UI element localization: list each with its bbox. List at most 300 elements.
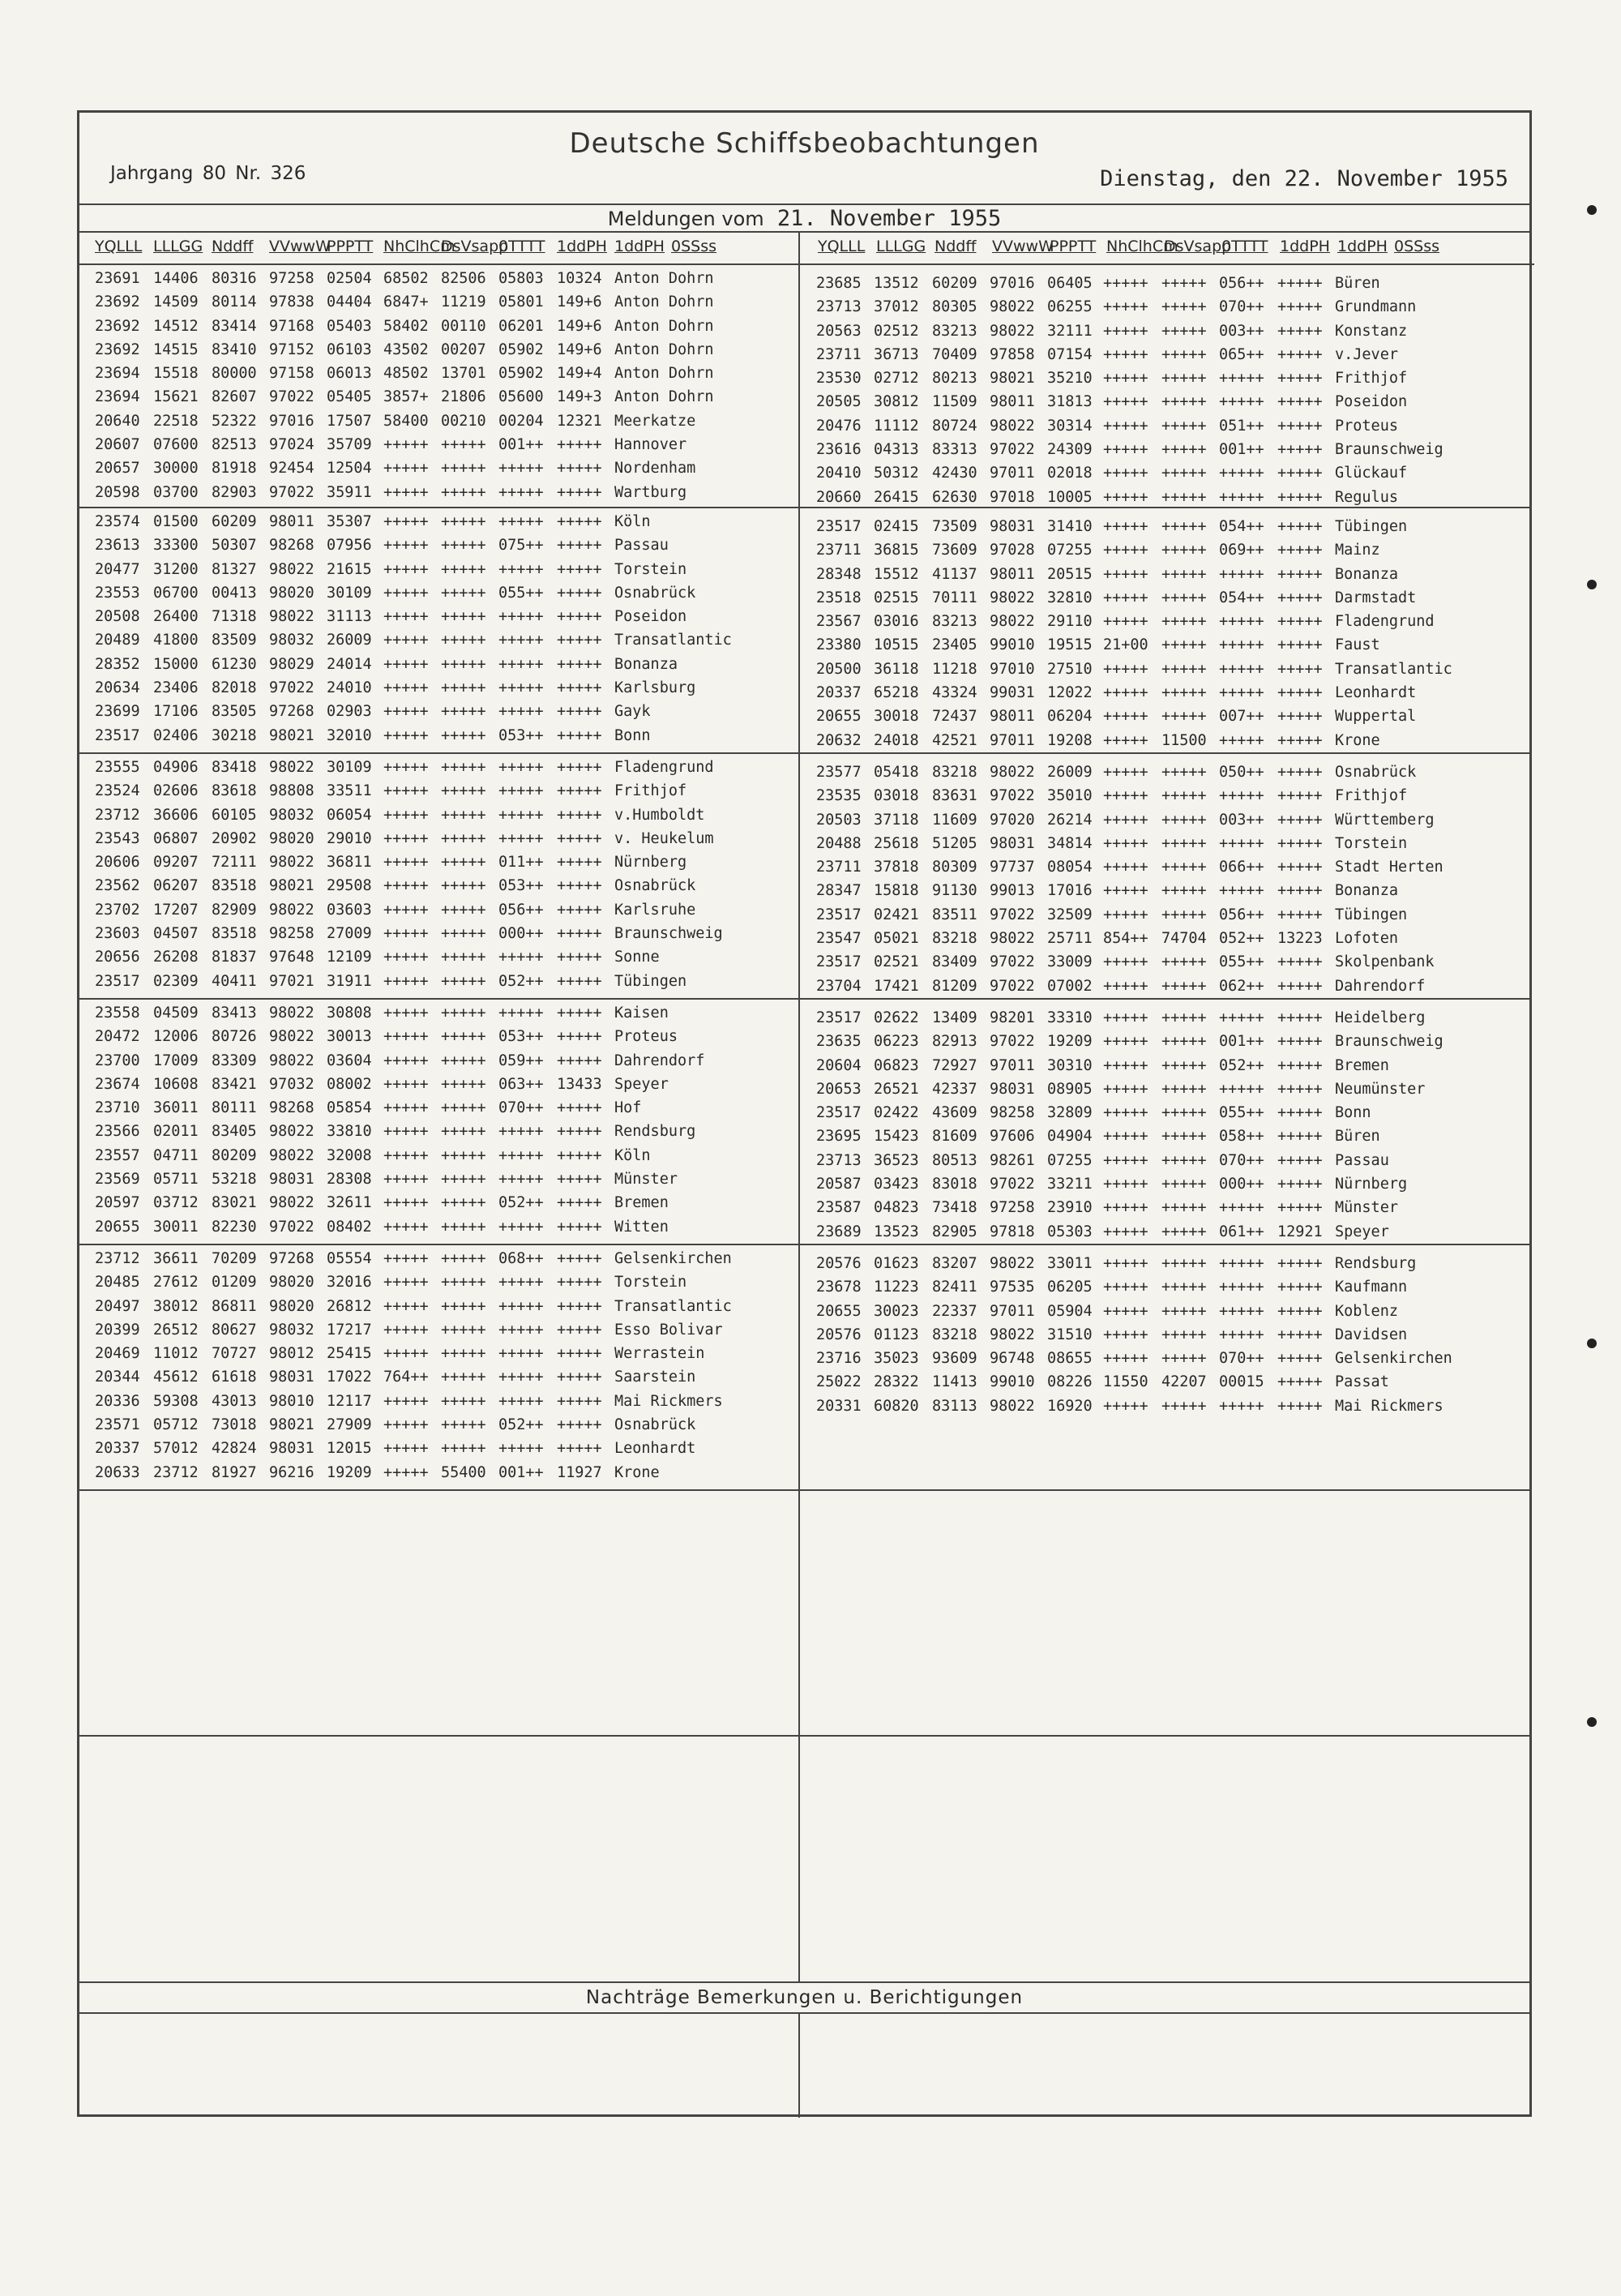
code-group: 80724 <box>932 417 977 435</box>
code-group: 20344 <box>95 1369 140 1386</box>
observation-row <box>800 1300 1513 1323</box>
code-group: +++++ <box>557 1194 602 1212</box>
code-group: 23702 <box>95 901 140 919</box>
code-group: +++++ <box>1161 906 1207 923</box>
code-group: +++++ <box>441 513 486 530</box>
code-group: 11509 <box>932 393 977 411</box>
code-group: +++++ <box>383 1146 429 1164</box>
code-group: 80114 <box>212 293 257 311</box>
observation-row <box>79 605 793 628</box>
observation-row <box>800 1149 1513 1172</box>
code-group: 23711 <box>816 542 862 559</box>
code-group: 98020 <box>269 1297 314 1315</box>
ship-name: Köln <box>614 1146 651 1164</box>
code-group: 070++ <box>1219 1350 1264 1368</box>
code-group: 70409 <box>932 345 977 363</box>
code-group: 74704 <box>1161 930 1207 948</box>
code-group: 97021 <box>269 972 314 990</box>
ship-name: Frithjof <box>614 782 687 800</box>
ship-name: Konstanz <box>1335 322 1408 340</box>
code-group: 32010 <box>327 726 372 744</box>
code-group: 15512 <box>874 565 919 583</box>
code-group: +++++ <box>441 1123 486 1141</box>
code-group: 98022 <box>990 930 1035 948</box>
code-group: 12022 <box>1047 684 1093 702</box>
code-group: +++++ <box>1161 441 1207 459</box>
code-group: 07600 <box>153 436 199 454</box>
code-group: +++++ <box>383 972 429 990</box>
code-group: 97022 <box>990 977 1035 995</box>
ship-name: Speyer <box>614 1075 669 1093</box>
code-group: 23530 <box>816 370 862 388</box>
code-group: 20399 <box>95 1321 140 1339</box>
code-group: 04507 <box>153 925 199 943</box>
code-group: 23713 <box>816 298 862 316</box>
code-group: 15423 <box>874 1128 919 1146</box>
code-group: 33009 <box>1047 953 1093 971</box>
observation-row <box>79 779 793 803</box>
observation-row <box>800 832 1513 855</box>
observation-row <box>800 903 1513 927</box>
code-group: 04711 <box>153 1146 199 1164</box>
observation-row <box>79 676 793 700</box>
code-group: +++++ <box>441 1075 486 1093</box>
ship-name: Poseidon <box>614 608 687 626</box>
code-group: 29508 <box>327 877 372 895</box>
code-group: +++++ <box>1103 1223 1148 1240</box>
code-group: +++++ <box>383 1028 429 1046</box>
code-group: 20653 <box>816 1080 862 1098</box>
code-group: 98022 <box>269 608 314 626</box>
code-group: 97011 <box>990 1056 1035 1074</box>
code-group: 27909 <box>327 1416 372 1434</box>
code-group: 62630 <box>932 488 977 506</box>
code-group: +++++ <box>383 560 429 578</box>
code-group: 80309 <box>932 859 977 876</box>
code-group: +++++ <box>1103 488 1148 506</box>
ship-name: Passau <box>614 537 669 555</box>
code-group: 82905 <box>932 1223 977 1240</box>
code-group: 23562 <box>95 877 140 895</box>
code-group: +++++ <box>1103 859 1148 876</box>
code-group: 23569 <box>95 1171 140 1189</box>
column-header: NhClhCm <box>383 238 456 255</box>
code-group: 23558 <box>95 1004 140 1022</box>
code-group: +++++ <box>1103 1302 1148 1320</box>
code-group: 83631 <box>932 787 977 805</box>
code-group: 98031 <box>990 834 1035 852</box>
code-group: 03016 <box>874 613 919 631</box>
code-group: +++++ <box>1277 1397 1323 1415</box>
code-group: 06223 <box>874 1033 919 1051</box>
code-group: 97022 <box>269 679 314 697</box>
code-group: 25415 <box>327 1345 372 1363</box>
code-group: 054++ <box>1219 589 1264 606</box>
code-group: 23517 <box>816 906 862 923</box>
code-group: 35210 <box>1047 370 1093 388</box>
code-group: +++++ <box>383 877 429 895</box>
code-group: 70727 <box>212 1345 257 1363</box>
code-group: +++++ <box>1219 393 1264 411</box>
code-group: +++++ <box>1103 518 1148 535</box>
code-group: +++++ <box>1161 275 1207 292</box>
code-group: 10515 <box>874 636 919 654</box>
code-group: +++++ <box>1161 859 1207 876</box>
code-group: 20606 <box>95 854 140 872</box>
code-group: +++++ <box>1277 542 1323 559</box>
observation-row <box>800 390 1513 413</box>
code-group: 80513 <box>932 1151 977 1169</box>
bulletin-sheet <box>77 110 1532 2117</box>
code-group: 001++ <box>1219 1033 1264 1051</box>
code-group: +++++ <box>1277 811 1323 829</box>
observation-row <box>800 295 1513 319</box>
code-group: +++++ <box>1103 322 1148 340</box>
code-group: 052++ <box>498 1194 544 1212</box>
code-group: 97168 <box>269 317 314 335</box>
code-group: 60209 <box>932 275 977 292</box>
code-group: +++++ <box>441 1052 486 1069</box>
code-group: 99013 <box>990 882 1035 900</box>
column-header: Nddff <box>212 238 254 255</box>
code-group: 02521 <box>874 953 919 971</box>
code-group: +++++ <box>1277 859 1323 876</box>
code-group: 02606 <box>153 782 199 800</box>
code-group: 97268 <box>269 703 314 721</box>
code-group: +++++ <box>1277 275 1323 292</box>
code-group: 20337 <box>95 1440 140 1458</box>
code-group: 23577 <box>816 764 862 781</box>
observation-row <box>79 803 793 827</box>
code-group: 001++ <box>498 436 544 454</box>
code-group: 14512 <box>153 317 199 335</box>
code-group: 23692 <box>95 293 140 311</box>
code-group: +++++ <box>383 1194 429 1212</box>
code-group: 98020 <box>269 584 314 602</box>
code-group: 23710 <box>95 1099 140 1117</box>
code-group: 02712 <box>874 370 919 388</box>
code-group: 98258 <box>990 1104 1035 1122</box>
code-group: 26400 <box>153 608 199 626</box>
code-group: +++++ <box>498 759 544 776</box>
code-group: 97258 <box>269 270 314 287</box>
ship-name: Büren <box>1335 1128 1380 1146</box>
bulletin-header <box>79 113 1529 203</box>
code-group: +++++ <box>1219 370 1264 388</box>
code-group: +++++ <box>557 759 602 776</box>
code-group: 15518 <box>153 365 199 383</box>
code-group: 42430 <box>932 465 977 482</box>
nr-label: Nr. <box>235 163 262 184</box>
code-group: 50312 <box>874 465 919 482</box>
code-group: 98012 <box>269 1345 314 1363</box>
code-group: +++++ <box>1277 589 1323 606</box>
code-group: 17507 <box>327 412 372 430</box>
code-group: 23910 <box>1047 1199 1093 1217</box>
code-group: +++++ <box>383 949 429 966</box>
code-group: 20505 <box>816 393 862 411</box>
code-group: 97022 <box>990 787 1035 805</box>
code-group: 20597 <box>95 1194 140 1212</box>
issue-date: Dienstag, den 22. November 1955 <box>1100 166 1508 191</box>
code-group: 14406 <box>153 270 199 287</box>
code-group: +++++ <box>557 655 602 673</box>
jahrgang-label: Jahrgang <box>110 163 194 184</box>
column-header: Nddff <box>935 238 977 255</box>
code-group: 98031 <box>269 1440 314 1458</box>
code-group: +++++ <box>557 1099 602 1117</box>
code-group: +++++ <box>1161 1009 1207 1026</box>
code-group: +++++ <box>1277 518 1323 535</box>
code-group: +++++ <box>383 1440 429 1458</box>
code-group: 51205 <box>932 834 977 852</box>
code-group: 83313 <box>932 441 977 459</box>
ship-name: Karlsburg <box>614 679 696 697</box>
code-group: 72111 <box>212 854 257 872</box>
ship-name: Passat <box>1335 1373 1389 1391</box>
code-group: 81209 <box>932 977 977 995</box>
observation-row <box>800 1196 1513 1219</box>
code-group: +++++ <box>441 537 486 555</box>
observation-row <box>79 362 793 385</box>
code-group: +++++ <box>1277 1373 1323 1391</box>
code-group: 83218 <box>932 764 977 781</box>
code-group: 03603 <box>327 901 372 919</box>
ship-name: Kaufmann <box>1335 1279 1408 1296</box>
code-group: +++++ <box>557 436 602 454</box>
code-group: 97258 <box>990 1199 1035 1217</box>
code-group: +++++ <box>498 1146 544 1164</box>
code-group: +++++ <box>1161 1223 1207 1240</box>
code-group: +++++ <box>1161 1199 1207 1217</box>
code-group: 26009 <box>1047 764 1093 781</box>
observation-row <box>800 438 1513 461</box>
code-group: 24018 <box>874 731 919 749</box>
code-group: 72437 <box>932 708 977 726</box>
code-group: 19515 <box>1047 636 1093 654</box>
code-group: 83218 <box>932 930 977 948</box>
code-group: 92454 <box>269 460 314 478</box>
code-group: 11500 <box>1161 731 1207 749</box>
code-group: 31113 <box>327 608 372 626</box>
code-group: 98021 <box>269 1416 314 1434</box>
code-group: 35023 <box>874 1350 919 1368</box>
code-group: +++++ <box>1103 1279 1148 1296</box>
observation-row <box>800 975 1513 998</box>
code-group: 003++ <box>1219 811 1264 829</box>
observation-row <box>79 1247 793 1270</box>
code-group: 23543 <box>95 829 140 847</box>
observation-row <box>800 1370 1513 1394</box>
code-group: 17009 <box>153 1052 199 1069</box>
observation-row <box>79 1215 793 1239</box>
code-group: +++++ <box>1161 1279 1207 1296</box>
code-group: 36815 <box>874 542 919 559</box>
code-group: 00110 <box>441 317 486 335</box>
ship-name: Bonanza <box>1335 882 1398 900</box>
code-group: 23689 <box>816 1223 862 1240</box>
code-group: 35307 <box>327 513 372 530</box>
code-group: 65218 <box>874 684 919 702</box>
code-group: 42824 <box>212 1440 257 1458</box>
code-group: 07255 <box>1047 542 1093 559</box>
code-group: 20660 <box>816 488 862 506</box>
code-group: +++++ <box>557 1146 602 1164</box>
punch-hole <box>1587 205 1597 215</box>
code-group: 149+6 <box>557 317 602 335</box>
column-header: 1ddPH <box>1280 238 1330 255</box>
code-group: +++++ <box>1103 1033 1148 1051</box>
code-group: 053++ <box>498 877 544 895</box>
code-group: +++++ <box>1277 370 1323 388</box>
code-group: 12015 <box>327 1440 372 1458</box>
code-group: 23711 <box>816 859 862 876</box>
code-group: +++++ <box>1219 834 1264 852</box>
code-group: 99010 <box>990 1373 1035 1391</box>
code-group: 98022 <box>269 854 314 872</box>
code-group: 82607 <box>212 388 257 406</box>
code-group: 70111 <box>932 589 977 606</box>
code-group: 97535 <box>990 1279 1035 1296</box>
code-group: +++++ <box>557 1274 602 1292</box>
code-group: 23517 <box>816 1009 862 1026</box>
code-group: 31510 <box>1047 1326 1093 1343</box>
code-group: +++++ <box>1277 1128 1323 1146</box>
code-group: 23694 <box>95 388 140 406</box>
observation-row <box>79 827 793 850</box>
code-group: 05902 <box>498 365 544 383</box>
code-group: +++++ <box>1103 370 1148 388</box>
code-group: 97022 <box>990 1176 1035 1193</box>
column-header: 1ddPH <box>614 238 665 255</box>
code-group: +++++ <box>383 1250 429 1267</box>
code-group: +++++ <box>1103 708 1148 726</box>
code-group: +++++ <box>1277 1104 1323 1122</box>
code-group: +++++ <box>383 537 429 555</box>
code-group: 05405 <box>327 388 372 406</box>
code-group: 20472 <box>95 1028 140 1046</box>
code-group: 36611 <box>153 1250 199 1267</box>
code-group: 98261 <box>990 1151 1035 1169</box>
code-group: +++++ <box>498 513 544 530</box>
observation-row <box>800 563 1513 586</box>
code-group: +++++ <box>1161 417 1207 435</box>
ship-name: Regulus <box>1335 488 1398 506</box>
code-group: +++++ <box>1161 565 1207 583</box>
observation-row <box>800 1172 1513 1196</box>
code-group: +++++ <box>1161 660 1207 678</box>
code-group: 06807 <box>153 829 199 847</box>
code-group: 055++ <box>1219 953 1264 971</box>
observation-row <box>79 653 793 676</box>
ship-name: Sonne <box>614 949 660 966</box>
ship-name: Württemberg <box>1335 811 1435 829</box>
code-group: +++++ <box>383 1345 429 1363</box>
code-group: 98031 <box>269 1171 314 1189</box>
code-group: 20657 <box>95 460 140 478</box>
code-group: +++++ <box>1219 565 1264 583</box>
code-group: 00207 <box>441 341 486 358</box>
code-group: 23712 <box>95 1250 140 1267</box>
code-group: +++++ <box>1277 834 1323 852</box>
ship-name: Tübingen <box>1335 518 1408 535</box>
code-group: +++++ <box>1161 298 1207 316</box>
code-group: +++++ <box>557 483 602 501</box>
observation-row <box>800 729 1513 752</box>
code-group: 83414 <box>212 317 257 335</box>
code-group: 11609 <box>932 811 977 829</box>
code-group: +++++ <box>1277 417 1323 435</box>
code-group: 72927 <box>932 1056 977 1074</box>
code-group: +++++ <box>498 1218 544 1236</box>
code-group: 011++ <box>498 854 544 872</box>
code-group: +++++ <box>1161 708 1207 726</box>
code-group: +++++ <box>1277 1009 1323 1026</box>
code-group: 059++ <box>498 1052 544 1069</box>
ship-name: Bremen <box>1335 1056 1389 1074</box>
observation-row <box>79 945 793 969</box>
code-group: 05904 <box>1047 1302 1093 1320</box>
observation-row <box>79 1025 793 1048</box>
code-group: 23713 <box>816 1151 862 1169</box>
code-group: 30812 <box>874 393 919 411</box>
code-group: +++++ <box>1161 542 1207 559</box>
code-group: 97022 <box>269 1218 314 1236</box>
observation-row <box>800 1394 1513 1418</box>
code-group: +++++ <box>1219 684 1264 702</box>
code-group: +++++ <box>1161 684 1207 702</box>
code-group: 10005 <box>1047 488 1093 506</box>
code-group: +++++ <box>1277 882 1323 900</box>
code-group: 06207 <box>153 877 199 895</box>
right-report-group <box>800 272 1513 509</box>
code-group: +++++ <box>1277 1033 1323 1051</box>
code-group: +++++ <box>441 703 486 721</box>
code-group: 31200 <box>153 560 199 578</box>
ship-name: Dahrendorf <box>614 1052 705 1069</box>
code-group: 23613 <box>95 537 140 555</box>
code-group: 03423 <box>874 1176 919 1193</box>
observation-row <box>79 1342 793 1365</box>
code-group: 82230 <box>212 1218 257 1236</box>
code-group: 33310 <box>1047 1009 1093 1026</box>
code-group: 23695 <box>816 1128 862 1146</box>
code-group: 056++ <box>1219 906 1264 923</box>
code-group: 32008 <box>327 1146 372 1164</box>
code-group: 97268 <box>269 1250 314 1267</box>
code-group: +++++ <box>1103 298 1148 316</box>
code-group: +++++ <box>383 829 429 847</box>
code-group: 97158 <box>269 365 314 383</box>
ship-name: Faust <box>1335 636 1380 654</box>
code-group: 06700 <box>153 584 199 602</box>
code-group: +++++ <box>1277 345 1323 363</box>
code-group: 05902 <box>498 341 544 358</box>
code-group: +++++ <box>1161 977 1207 995</box>
code-group: 02622 <box>874 1009 919 1026</box>
observation-row <box>800 705 1513 728</box>
code-group: +++++ <box>1219 731 1264 749</box>
code-group: 83518 <box>212 925 257 943</box>
code-group: +++++ <box>1277 488 1323 506</box>
code-group: 23380 <box>816 636 862 654</box>
code-group: +++++ <box>383 1416 429 1434</box>
code-group: 97020 <box>990 811 1035 829</box>
code-group: 23555 <box>95 759 140 776</box>
code-group: +++++ <box>1277 465 1323 482</box>
code-group: 36606 <box>153 806 199 824</box>
code-group: +++++ <box>1103 441 1148 459</box>
